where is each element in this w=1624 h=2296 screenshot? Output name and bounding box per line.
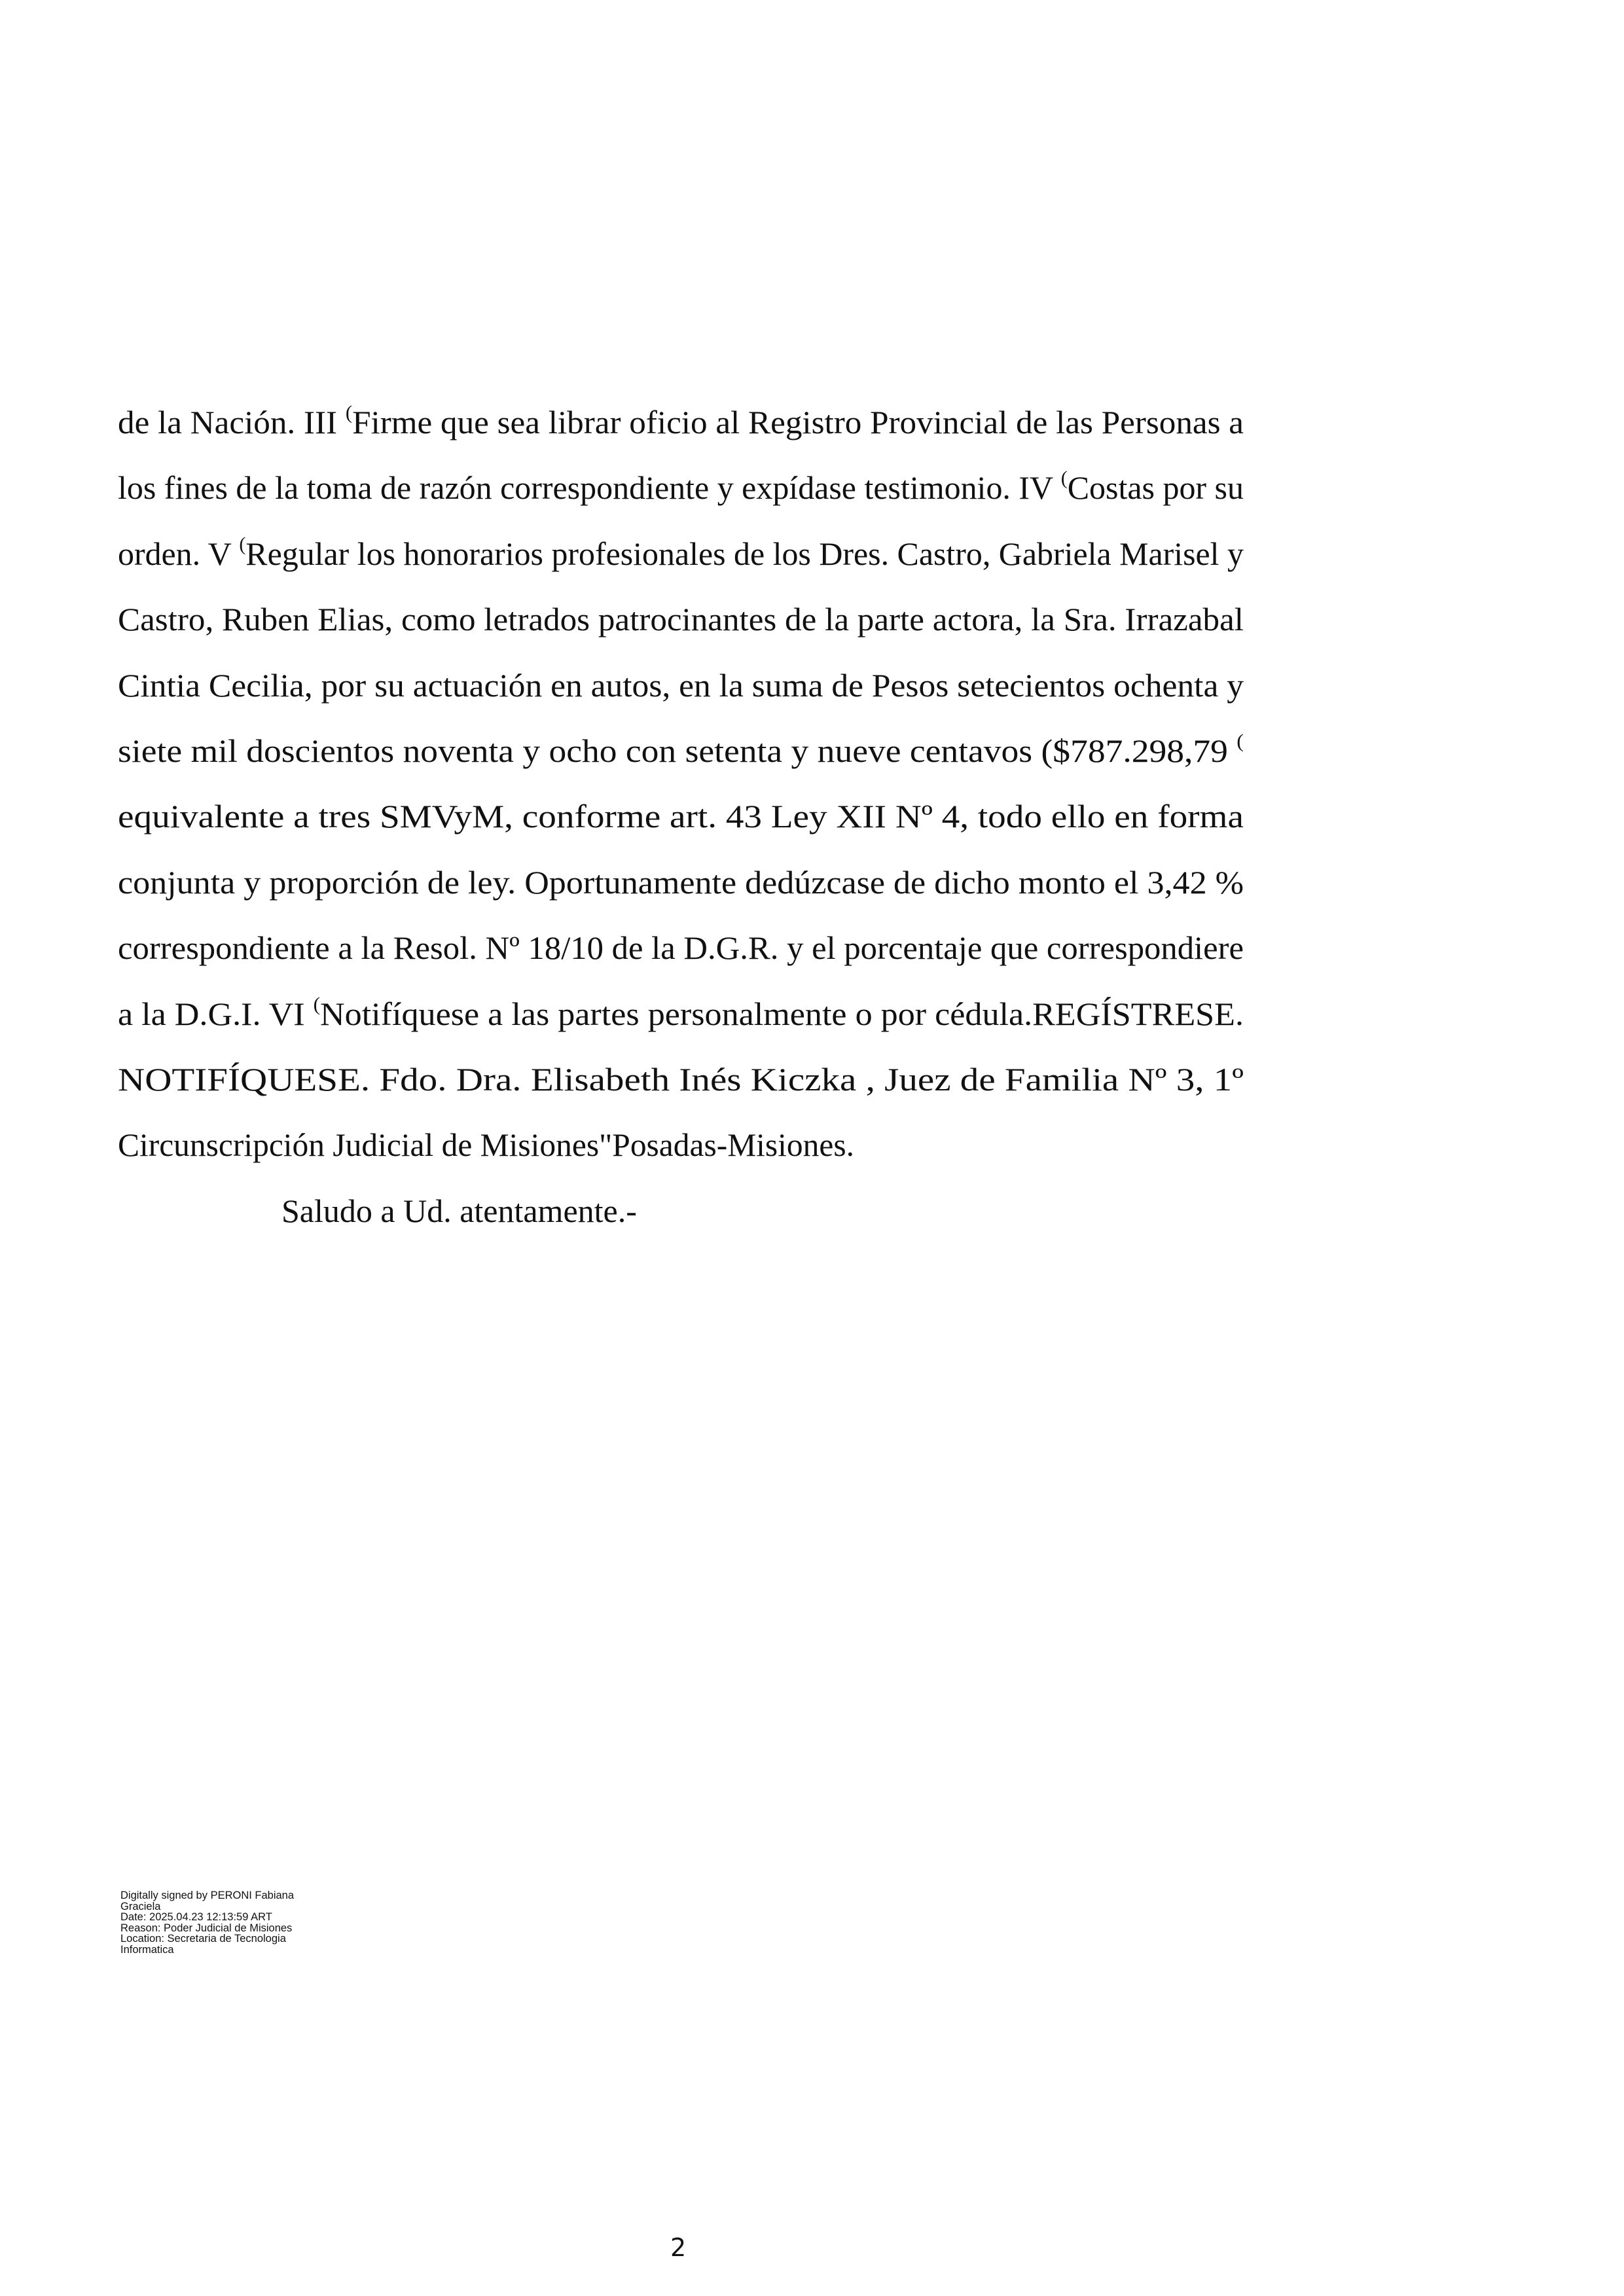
digital-signature-block bbox=[120, 1890, 294, 1956]
signature-line: Informatica bbox=[120, 1943, 174, 1956]
line-text: Cintia Cecilia, por su actuación en autos, en la suma de Pesos setecientos ochenta y bbox=[118, 666, 1244, 704]
superscript-paren: ( bbox=[239, 533, 246, 555]
closing-line: Saludo a Ud. atentamente.- bbox=[281, 1193, 637, 1229]
superscript-paren: ( bbox=[313, 993, 321, 1015]
body-line bbox=[118, 666, 1244, 705]
body-line bbox=[118, 1060, 1244, 1099]
line-text: NOTIFÍQUESE. Fdo. Dra. Elisabeth Inés Kiczka , Juez de Familia Nº 3, 1º bbox=[118, 1061, 1244, 1098]
signature-line: Graciela bbox=[120, 1900, 161, 1912]
line-text: equivalente a tres SMVyM, conforme art. 43 Ley XII Nº 4, todo ello en forma bbox=[118, 798, 1244, 835]
superscript-paren: ( bbox=[1236, 730, 1244, 752]
signature-line: Location: Secretaria de Tecnologia bbox=[120, 1933, 286, 1945]
signature-line: Date: 2025.04.23 12:13:59 ART bbox=[120, 1911, 272, 1924]
line-text: siete mil doscientos noventa y ocho con setenta y nueve centavos ($787.298,79 bbox=[118, 732, 1237, 769]
body-line bbox=[118, 863, 1244, 902]
body-line bbox=[118, 994, 1244, 1039]
line-text: Circunscripción Judicial de Misiones"Posadas-Misiones. bbox=[118, 1126, 854, 1164]
line-text: Costas por su bbox=[1067, 469, 1244, 507]
body-line bbox=[118, 731, 1244, 776]
superscript-paren: ( bbox=[345, 402, 353, 423]
line-text: orden. V bbox=[118, 535, 240, 572]
body-line bbox=[118, 928, 1244, 967]
superscript-paren: ( bbox=[1060, 467, 1068, 490]
line-text: Firme que sea librar oficio al Registro Provincial de las Personas a bbox=[352, 404, 1244, 440]
line-text: los fines de la toma de razón correspondiente y expídase testimonio. IV bbox=[118, 469, 1061, 507]
page-number: 2 bbox=[670, 2233, 687, 2262]
line-text: correspondiente a la Resol. Nº 18/10 de la D.G.R. y el porcentaje que correspondiere bbox=[118, 929, 1244, 967]
signature-line: Digitally signed by PERONI Fabiana bbox=[120, 1890, 295, 1901]
body-line bbox=[118, 468, 1244, 512]
body-line bbox=[118, 1125, 854, 1164]
body-line bbox=[118, 534, 1244, 579]
line-text: Regular los honorarios profesionales de los Dres. Castro, Gabriela Marisel y bbox=[245, 535, 1244, 572]
line-text: conjunta y proporción de ley. Oportunamente dedúzcase de dicho monto el 3,42 % bbox=[118, 863, 1244, 901]
body-line bbox=[118, 600, 1244, 639]
line-text: a la D.G.I. VI bbox=[118, 995, 314, 1032]
body-line bbox=[118, 797, 1244, 836]
line-text: Castro, Ruben Elias, como letrados patrocinantes de la parte actora, la Sra. Irrazabal bbox=[118, 601, 1244, 638]
signature-line: Reason: Poder Judicial de Misiones bbox=[120, 1922, 293, 1934]
line-text: Notifíquese a las partes personalmente o por cédula.REGÍSTRESE. bbox=[320, 995, 1244, 1032]
body-line bbox=[118, 403, 1244, 447]
line-text: de la Nación. III bbox=[118, 404, 346, 440]
